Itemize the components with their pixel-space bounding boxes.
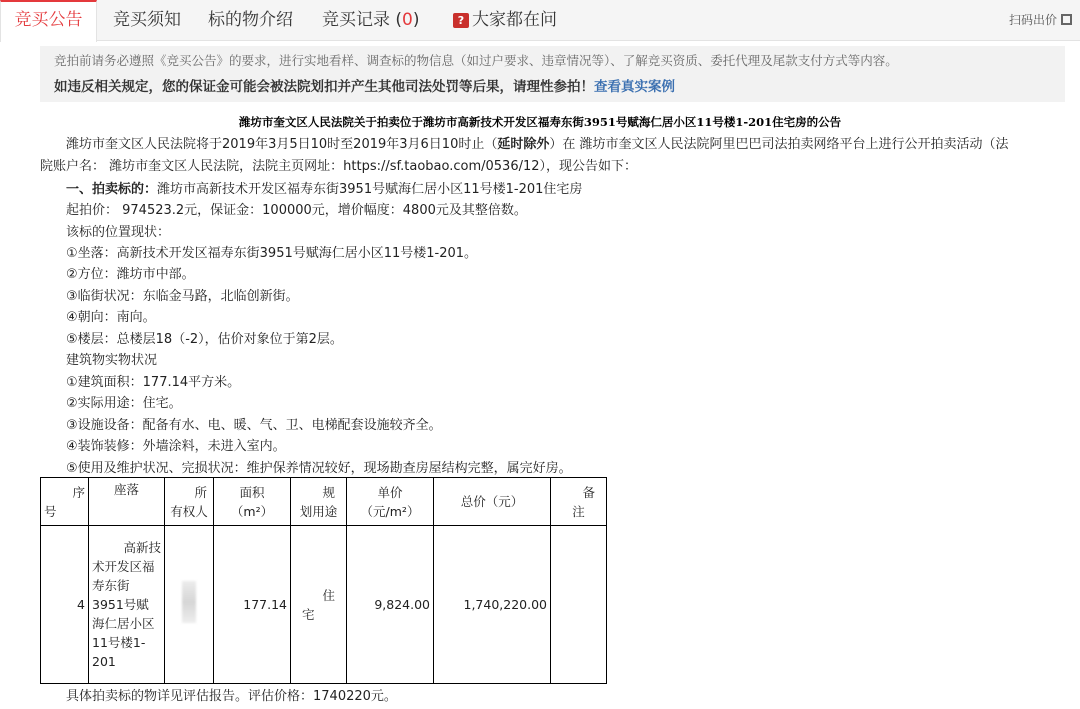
tab-bidding-instructions[interactable]: 竞买须知 bbox=[113, 10, 181, 30]
notice-line-1: 竞拍前请务必遵照《竞买公告》的要求，进行实地看样、调查标的物信息（如过户要求、违章情况等）、了解竞买资质、委托代理及尾款支付方式等内容。 bbox=[54, 53, 898, 68]
cell-location-line: 寿东街 bbox=[92, 578, 130, 593]
tab-bid-records-suffix: ) bbox=[412, 10, 420, 30]
section-1-text: 潍坊市高新技术开发区福寿东街3951号赋海仁居小区11号楼1-201住宅房 bbox=[157, 182, 583, 197]
header-remark-b: 注 bbox=[572, 503, 585, 519]
header-location: 座落 bbox=[89, 478, 165, 526]
intro-text-a: 潍坊市奎文区人民法院将于2019年3月5日10时至2019年3月6日10时止（ bbox=[66, 137, 498, 152]
header-area bbox=[214, 478, 291, 526]
bid-count: 0 bbox=[402, 10, 413, 30]
price-line: 起拍价： 974523.2元，保证金：100000元，增价幅度：4800元及其整倍数。 bbox=[66, 203, 527, 218]
table-row bbox=[41, 526, 607, 684]
cell-total: 1,740,220.00 bbox=[434, 526, 551, 684]
redacted-owner bbox=[182, 581, 196, 623]
header-owner-b: 有权人 bbox=[170, 503, 208, 519]
header-total: 总价（元） bbox=[434, 478, 551, 526]
cell-no: 4 bbox=[41, 526, 89, 684]
tab-faq[interactable] bbox=[453, 0, 557, 41]
intro-line-2: 院账户名： 潍坊市奎文区人民法院，法院主页网址：https://sf.taobao.com/0536/12），现公告如下： bbox=[40, 159, 638, 174]
header-unit-b: （元/m²） bbox=[360, 503, 420, 519]
cell-location-line: 3951号赋 bbox=[92, 597, 149, 612]
section-1 bbox=[66, 178, 582, 197]
tab-bar bbox=[0, 0, 1080, 41]
footer-line: 具体拍卖标的物详见评估报告。评估价格：1740220元。 bbox=[66, 689, 397, 704]
building-item: ⑤使用及维护状况、完损状况：维护保养情况较好，现场勘查房屋结构完整，属完好房。 bbox=[66, 461, 572, 476]
location-item: ⑤楼层：总楼层18（-2），估价对象位于第2层。 bbox=[66, 332, 343, 347]
cell-area: 177.14 bbox=[214, 526, 291, 684]
cell-owner bbox=[165, 526, 214, 684]
header-remark-a: 备 bbox=[582, 484, 595, 500]
intro-line-1 bbox=[66, 133, 1009, 152]
notice-warning: 如违反相关规定，您的保证金可能会被法院划扣并产生其他司法处罚等后果，请理性参拍！ bbox=[54, 79, 594, 95]
header-remark bbox=[551, 478, 607, 526]
cell-use-b: 宅 bbox=[302, 606, 315, 622]
tab-faq-label: 大家都在问 bbox=[472, 10, 557, 30]
qr-code-icon bbox=[1061, 14, 1072, 25]
header-owner-a: 所 bbox=[194, 484, 207, 500]
header-no-b: 号 bbox=[44, 503, 57, 519]
cell-unit-price: 9,824.00 bbox=[347, 526, 434, 684]
cell-location bbox=[89, 526, 165, 684]
property-table bbox=[40, 477, 607, 684]
header-area-a: 面积 bbox=[239, 484, 265, 500]
scan-to-bid-button[interactable] bbox=[1009, 0, 1072, 41]
cell-use-a: 住 bbox=[322, 587, 335, 603]
header-use bbox=[291, 478, 347, 526]
building-item: ④装饰装修：外墙涂料，未进入室内。 bbox=[66, 439, 286, 454]
tab-item-introduction[interactable]: 标的物介绍 bbox=[208, 10, 293, 30]
header-owner bbox=[165, 478, 214, 526]
tab-bid-records[interactable] bbox=[322, 0, 420, 41]
cell-location-line: 术开发区福 bbox=[92, 559, 155, 574]
notice-line-2 bbox=[54, 75, 675, 95]
intro-text-b: ）在 潍坊市奎文区人民法院阿里巴巴司法拍卖网络平台上进行公开拍卖活动（法 bbox=[549, 137, 1009, 152]
building-item: ①建筑面积：177.14平方米。 bbox=[66, 375, 241, 390]
location-item: ③临街状况：东临金马路，北临创新街。 bbox=[66, 289, 299, 304]
location-heading: 该标的位置现状： bbox=[66, 225, 171, 240]
cell-location-line: 海仁居小区 bbox=[92, 616, 155, 631]
section-1-label: 一、拍卖标的： bbox=[66, 182, 158, 197]
view-cases-link[interactable]: 查看真实案例 bbox=[594, 79, 675, 95]
location-item: ①坐落：高新技术开发区福寿东街3951号赋海仁居小区11号楼1-201。 bbox=[66, 246, 478, 261]
cell-use bbox=[291, 526, 347, 684]
question-badge-icon: ? bbox=[453, 13, 469, 28]
tab-bid-records-label: 竞买记录 ( bbox=[322, 10, 403, 30]
cell-location-line: 高新技 bbox=[123, 540, 161, 555]
document-title: 潍坊市奎文区人民法院关于拍卖位于潍坊市高新技术开发区福寿东街3951号赋海仁居小区11号楼1-201住宅房的公告 bbox=[238, 115, 842, 129]
header-no bbox=[41, 478, 89, 526]
cell-location-line: 201 bbox=[92, 654, 116, 669]
header-unit-price bbox=[347, 478, 434, 526]
intro-bold: 延时除外 bbox=[497, 137, 550, 152]
scan-label: 扫码出价 bbox=[1008, 13, 1057, 27]
table-header-row bbox=[41, 478, 607, 526]
header-unit-a: 单价 bbox=[377, 484, 403, 500]
cell-remark bbox=[551, 526, 607, 684]
header-use-a: 规 bbox=[322, 484, 335, 500]
cell-location-line: 11号楼1- bbox=[92, 635, 146, 650]
header-area-b: （m²） bbox=[230, 503, 274, 519]
building-item: ③设施设备：配备有水、电、暖、气、卫、电梯配套设施较齐全。 bbox=[66, 418, 442, 433]
header-use-b: 划用途 bbox=[299, 503, 338, 519]
location-item: ④朝向：南向。 bbox=[66, 310, 156, 325]
tab-auction-notice[interactable]: 竞买公告 bbox=[0, 0, 97, 42]
header-no-a: 序 bbox=[72, 484, 85, 500]
notice-box bbox=[40, 46, 1065, 102]
location-item: ②方位：潍坊市中部。 bbox=[66, 267, 195, 282]
building-heading: 建筑物实物状况 bbox=[66, 353, 158, 368]
building-item: ②实际用途：住宅。 bbox=[66, 396, 182, 411]
